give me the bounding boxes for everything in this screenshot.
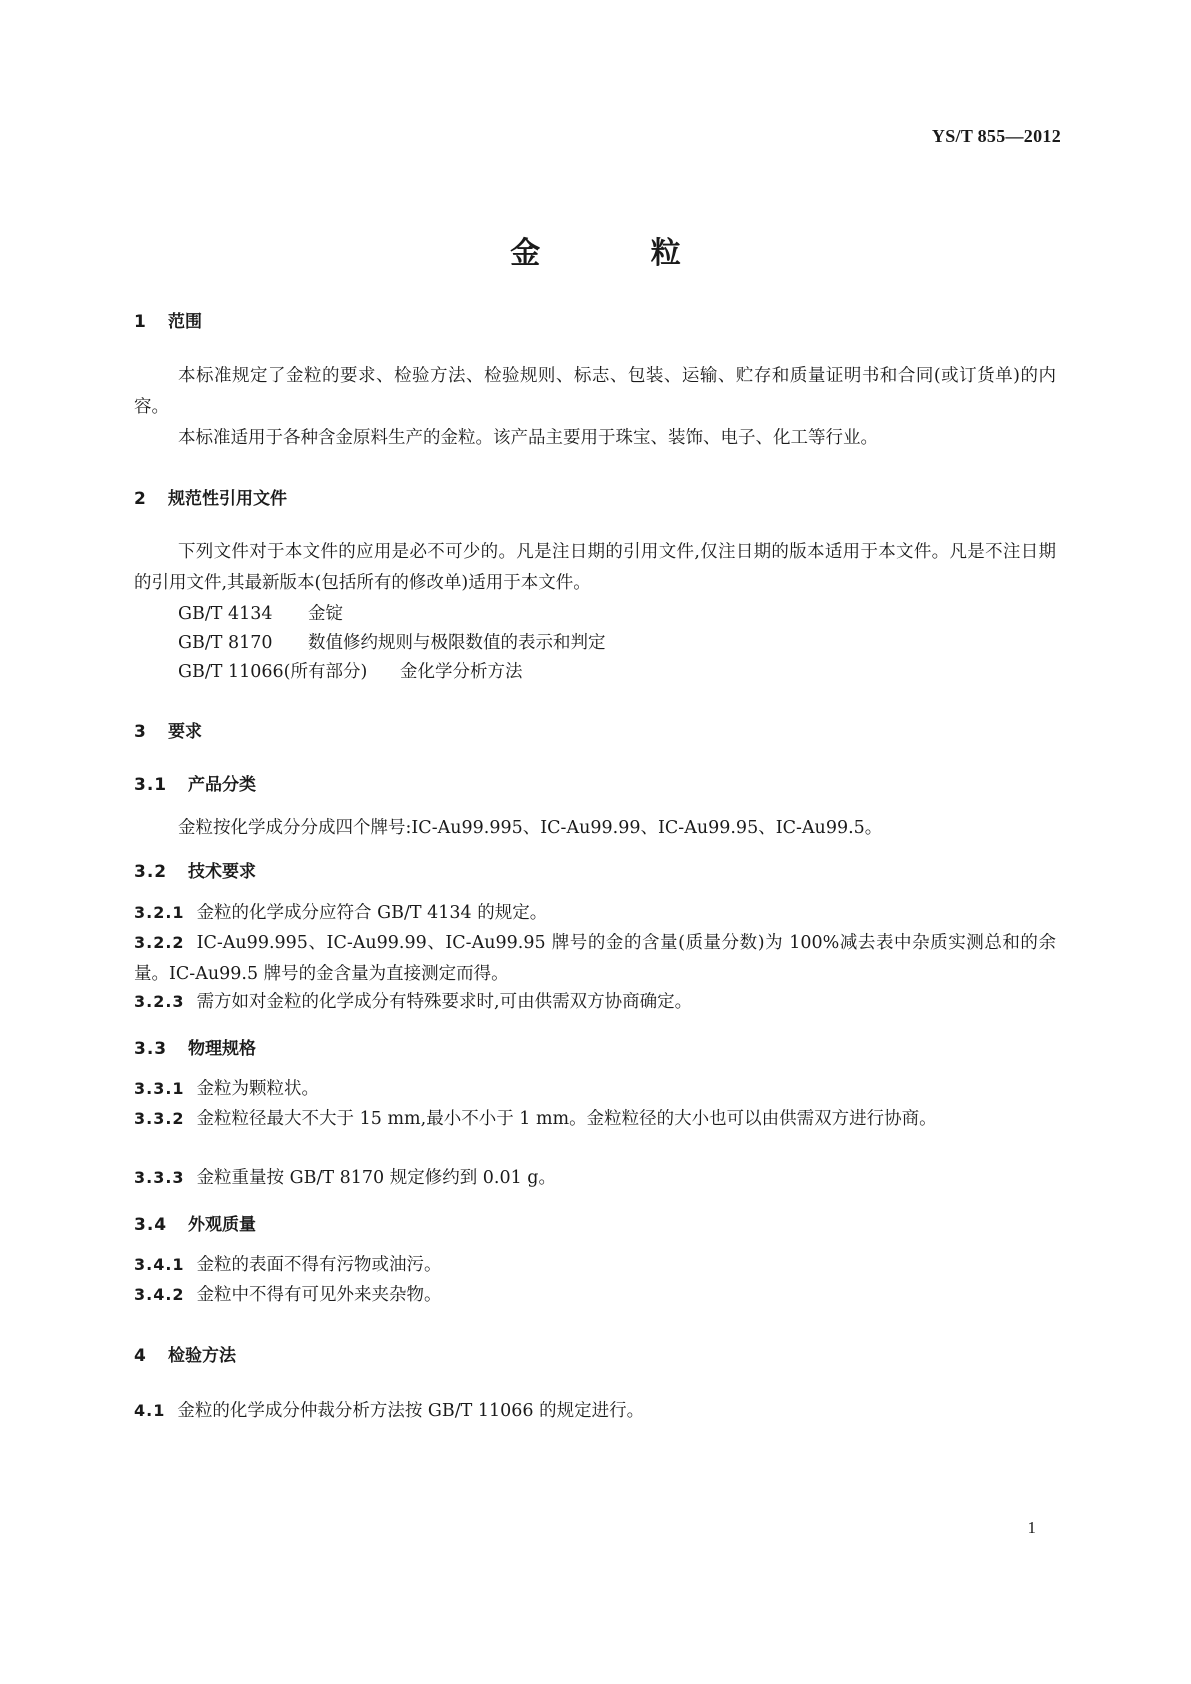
section-number: 4: [134, 1346, 146, 1366]
subsection-3-3-heading: [134, 1034, 256, 1059]
clause-3-2-1: [134, 897, 1056, 929]
subsection-title: 产品分类: [188, 775, 256, 795]
subsection-number: 3.2: [134, 862, 168, 882]
reference-item: [178, 600, 343, 625]
section-3-heading: [134, 717, 202, 742]
clause-text: 金粒的表面不得有污物或油污。: [196, 1255, 442, 1275]
clause-number: 3.3.3: [134, 1168, 185, 1187]
subsection-3-4-heading: [134, 1210, 256, 1235]
reference-code: GB/T 4134: [178, 604, 273, 624]
section-number: 1: [134, 312, 146, 332]
reference-code: GB/T 8170: [178, 633, 273, 653]
section-2-heading: [134, 484, 287, 509]
clause-3-4-1: [134, 1249, 1056, 1281]
section-number: 2: [134, 489, 146, 509]
clause-text: 金粒为颗粒状。: [196, 1079, 320, 1099]
section-title: 规范性引用文件: [168, 489, 287, 509]
subsection-title: 外观质量: [188, 1215, 256, 1235]
clause-number: 3.4.2: [134, 1285, 185, 1304]
page-number: 1: [1027, 1518, 1036, 1537]
subsection-title: 物理规格: [188, 1039, 256, 1059]
clause-number: 3.2.1: [134, 903, 185, 922]
clause-3-3-3: [134, 1162, 1056, 1194]
subsection-title: 技术要求: [188, 862, 256, 882]
clause-text: 金粒重量按 GB/T 8170 规定修约到 0.01 g。: [196, 1168, 556, 1188]
clause-3-3-1: [134, 1073, 1056, 1105]
section-1-heading: [134, 307, 202, 332]
clause-3-4-2: [134, 1279, 1056, 1311]
subsection-number: 3.1: [134, 775, 168, 795]
subsection-number: 3.4: [134, 1215, 168, 1235]
section-title: 检验方法: [168, 1346, 236, 1366]
clause-number: 4.1: [134, 1401, 166, 1420]
clause-4-1: [134, 1395, 1056, 1427]
clause-3-2-2: [134, 927, 1056, 990]
subsection-3-2-heading: [134, 857, 256, 882]
section-1-paragraph-1: 本标准规定了金粒的要求、检验方法、检验规则、标志、包装、运输、贮存和质量证明书和合同(或订货单)的内容。: [134, 366, 1056, 417]
reference-name: 数值修约规则与极限数值的表示和判定: [308, 633, 606, 653]
clause-text: 金粒的化学成分应符合 GB/T 4134 的规定。: [196, 903, 548, 923]
clause-text: 金粒的化学成分仲裁分析方法按 GB/T 11066 的规定进行。: [177, 1401, 645, 1421]
clause-3-2-3: [134, 986, 1056, 1018]
clause-number: 3.2.2: [134, 933, 185, 952]
reference-name: 金锭: [308, 604, 343, 624]
section-number: 3: [134, 722, 146, 742]
section-1-paragraph-2: 本标准适用于各种含金原料生产的金粒。该产品主要用于珠宝、装饰、电子、化工等行业。: [178, 428, 878, 448]
clause-number: 3.3.2: [134, 1109, 185, 1128]
clause-text: 金粒中不得有可见外来夹杂物。: [196, 1285, 442, 1305]
section-title: 范围: [168, 312, 202, 332]
clause-3-3-2: [134, 1103, 1056, 1135]
reference-name: 金化学分析方法: [400, 662, 523, 682]
reference-code: GB/T 11066(所有部分): [178, 662, 368, 682]
clause-number: 3.4.1: [134, 1255, 185, 1274]
subsection-3-1-paragraph: 金粒按化学成分分成四个牌号:IC-Au99.995、IC-Au99.99、IC-Au99.95、IC-Au99.5。: [178, 818, 883, 838]
subsection-3-1-heading: [134, 770, 256, 795]
section-4-heading: [134, 1341, 236, 1366]
clause-text: IC-Au99.995、IC-Au99.99、IC-Au99.95 牌号的金的含量(质量分数)为 100%减去表中杂质实测总和的余量。IC-Au99.5 牌号的金含量为直接测定而得。: [134, 933, 1056, 984]
document-title: 金 粒: [510, 236, 731, 271]
clause-number: 3.3.1: [134, 1079, 185, 1098]
subsection-number: 3.3: [134, 1039, 168, 1059]
clause-number: 3.2.3: [134, 992, 185, 1011]
section-title: 要求: [168, 722, 202, 742]
clause-text: 金粒粒径最大不大于 15 mm,最小不小于 1 mm。金粒粒径的大小也可以由供需双方进行协商。: [196, 1109, 937, 1129]
reference-item: [178, 658, 523, 683]
standard-code: YS/T 855—2012: [931, 126, 1061, 146]
clause-text: 需方如对金粒的化学成分有特殊要求时,可由供需双方协商确定。: [196, 992, 693, 1012]
reference-item: [178, 629, 606, 654]
section-2-paragraph: 下列文件对于本文件的应用是必不可少的。凡是注日期的引用文件,仅注日期的版本适用于本文件。凡是不注日期的引用文件,其最新版本(包括所有的修改单)适用于本文件。: [134, 542, 1056, 593]
